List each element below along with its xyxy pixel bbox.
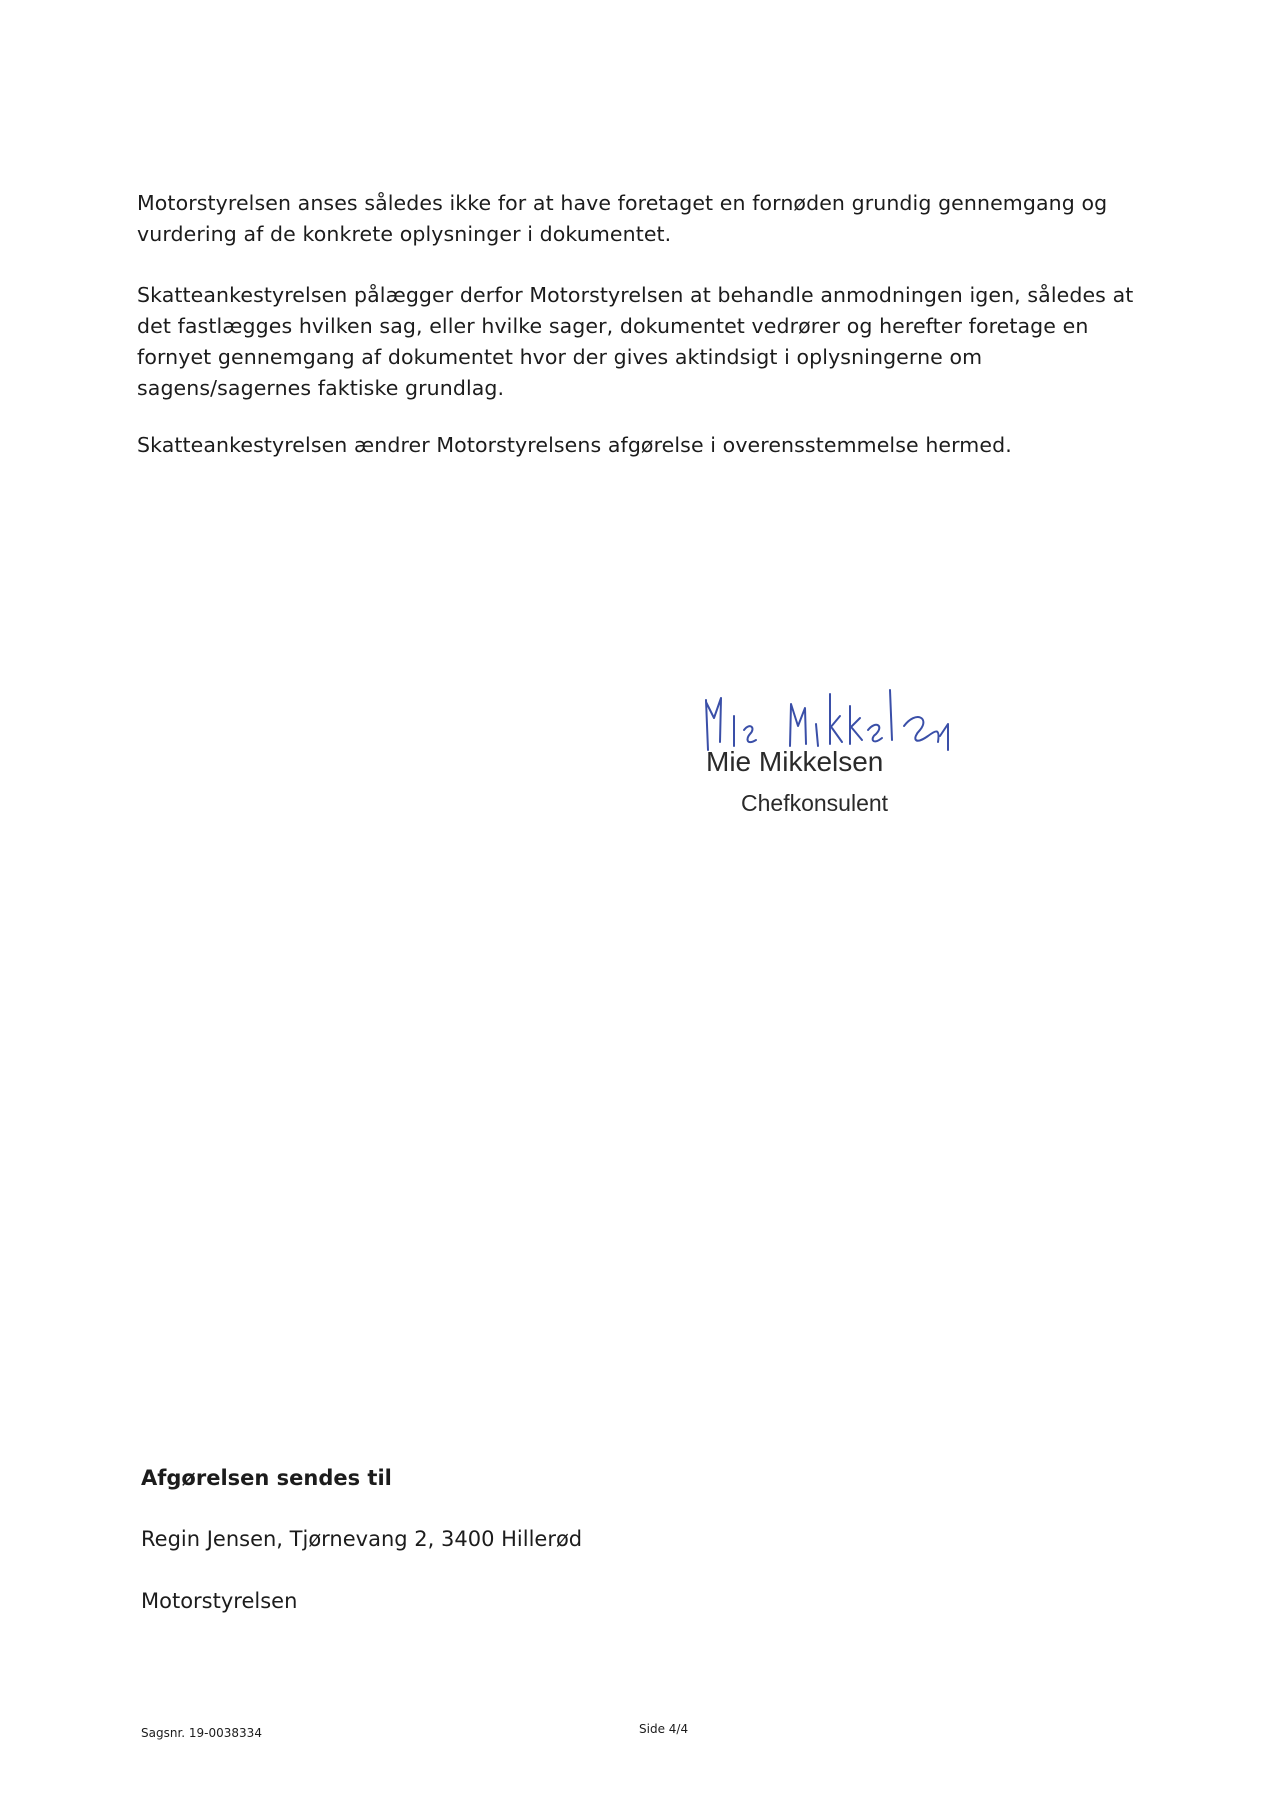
page-number: Side 4/4 xyxy=(639,1722,689,1736)
body-paragraph: Skatteankestyrelsen ændrer Motorstyrelsens afgørelse i overensstemmelse hermed. xyxy=(137,433,1012,457)
case-number: Sagsnr. 19-0038334 xyxy=(141,1726,262,1740)
recipient-line: Motorstyrelsen xyxy=(141,1589,298,1613)
signatory-title: Chefkonsulent xyxy=(741,790,889,816)
body-paragraph: Motorstyrelsen anses således ikke for at have foretaget en fornøden grundig gennemgang og vurdering af de konkrete oplysninger i dokumentet. xyxy=(137,191,1108,246)
signatory-name: Mie Mikkelsen xyxy=(706,746,884,777)
recipient-line: Regin Jensen, Tjørnevang 2, 3400 Hillerød xyxy=(141,1527,583,1551)
body-paragraph: Skatteankestyrelsen pålægger derfor Motorstyrelsen at behandle anmodningen igen, således at det fastlægges hvilken sag, eller hvilke sager, dokumentet vedrører og herefter foretage en fornyet gennemgang af dokumentet hvor der gives aktindsigt i oplysningerne om sagens/sagernes faktiske grundlag. xyxy=(137,283,1134,400)
recipients-heading: Afgørelsen sendes til xyxy=(141,1466,392,1490)
